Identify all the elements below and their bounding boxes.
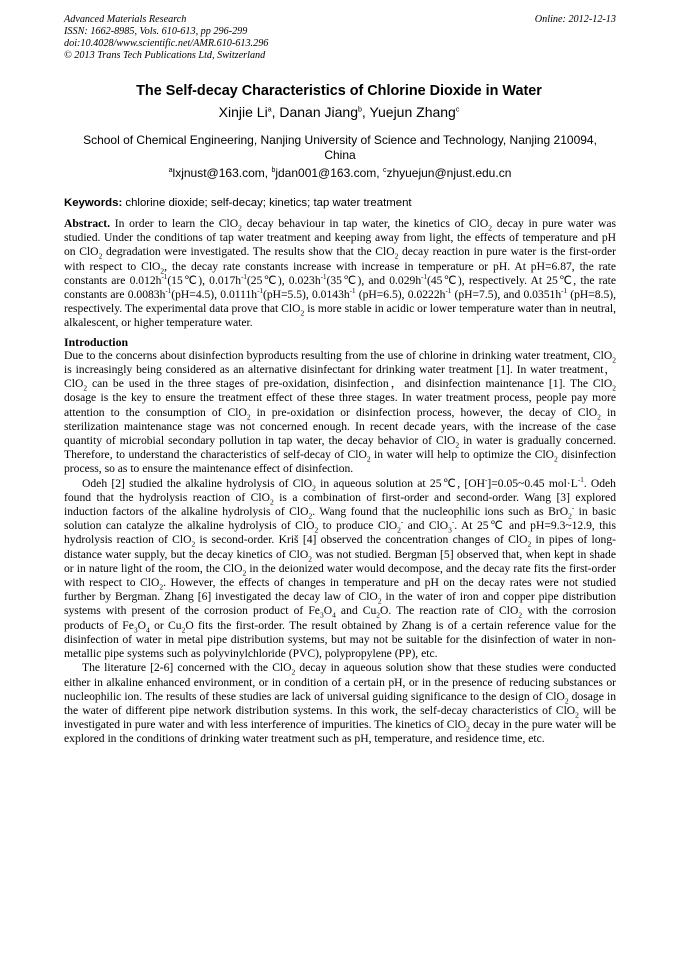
paper-title: The Self-decay Characteristics of Chlorine Dioxide in Water (136, 83, 542, 99)
email-mark: a (168, 167, 173, 174)
intro-paragraph: The literature [2-6] concerned with the ClO$_2$ decay in aqueous solution show that these studies were conducted either in alkaline enhanced environment, or in condition of a certain pH, or in the presence of reducing substances or nucleophilic ion. The results of these studies are lack of universal guiding significance to the design of ClO$_2$ dosage in the water of different pipe network distribution systems. In this work, the self-decay characteristics of ClO$_2$ will be investigated in pure water and with less interference of impurities. The kinetics of ClO$_2$ decay in the pure water will be explored in the conditions of drinking water treatment such as pH, temperature, and residence time, etc. (64, 661, 616, 746)
email-mark: c (382, 167, 387, 174)
online-date: Online: 2012-12-13 (534, 14, 616, 25)
author-mark: a (267, 106, 272, 114)
author-name: Xinjie Li (218, 104, 268, 120)
author-name: Yuejun Zhang (369, 104, 456, 120)
email-address: lxjnust@163.com (172, 166, 265, 180)
affiliation-line: School of Chemical Engineering, Nanjing University of Science and Technology, Nanjing 210094, (83, 133, 597, 147)
intro-paragraph: Odeh [2] studied the alkaline hydrolysis of ClO$_2$ in aqueous solution at 25℃, [OH-]=0.05~0.45 $mol\cdot L^{-1}$. Odeh found that the hydrolysis reaction of ClO$_2$ is a combination of first-order and second-order. Wang [3] explored induction factors of the alkaline hydrolysis of ClO$_2$. Wang found that the nucleophilic ions such as BrO$_2$- in basic solution can catalyze the alkaline hydrolysis of ClO$_2$ to produce ClO$_2$- and ClO$_3$-. At 25℃ and pH=9.3~12.9, this hydrolysis reaction of ClO$_2$ is second-order. Kriš [4] observed the concentration changes of ClO$_2$ in pipes of long-distance water supply, but the decay kinetics of ClO$_2$ was not studied. Bergman [5] observed that, when kept in shade or in nature light of the room, the ClO$_2$ in the deionized water would decompose, and the decay rate fits the first-order with respect to ClO$_2$. However, the effects of changes in temperature and pH on the decay rates were not studied further by Bergman. Zhang [6] investigated the decay law of ClO$_2$ in the water of iron and copper pipe distribution systems with present of the corrosion product of $Fe_3O_4$ and $Cu_2O$. The reaction rate of ClO$_2$ with the corrosion products of $Fe_3O_4$ or $Cu_2O$ fits the first-order. The result obtained by Zhang is of a certain reference value for the disinfection of water in metal pipe distribution systems, but may not be suitable for the disinfection of water in non-metallic pipe systems such as polyvinylchloride (PVC), polypropylene (PP), etc. (64, 475, 617, 661)
doi-line: doi:10.4028/www.scientific.net/AMR.610-613.296 (64, 38, 269, 49)
abstract (64, 217, 616, 331)
keywords-label: Keywords: (64, 197, 123, 209)
email-address: jdan001@163.com (275, 166, 377, 180)
author-list: Xinjie Li$^a$, Danan Jiang$^b$, Yuejun Zhang$^c$ (218, 104, 460, 120)
intro-paragraph: Due to the concerns about disinfection byproducts resulting from the use of chlorine in drinking water treatment, ClO$_2$ is increasingly being considered as an alternative disinfectant for drinking water treatment [1]. In water treatment，ClO$_2$ can be used in the three stages of pre-oxidation, disinfection，and disinfection maintenance [1]. The ClO$_2$ dosage is the key to ensure the treatment effect of these three stages. In water treatment process, people pay more attention to the consumption of ClO$_2$ in pre-oxidation or disinfection process, however, the decay of ClO$_2$ in sterilization maintenance stage was not concerned enough. In recent decade years, with the increase of the case quantity of microbial secondary pollution in tap water, the decay behavior of ClO$_2$ in water is gradually concerned. Therefore, to understand the characteristics of self-decay of ClO$_2$ in water will help to optimize the ClO$_2$ disinfection process, so as to ensure the maintenance effect of disinfection. (64, 348, 616, 476)
affiliation (64, 133, 616, 162)
abstract-text: In order to learn the ClO$_2$ decay behaviour in tap water, the kinetics of ClO$_2$ decay in pure water was studied. Under the conditions of tap water treatment and keeping away from light, the effects of temperature and pH on ClO$_2$ degradation were investigated. The results show that the ClO$_2$ decay reaction in pure water is the first-order with respect to ClO$_2$, the decay rate constants increase with increase in temperature or pH. At pH=6.87, the rate constants are $0.012h^{-1}(15℃)$, $0.017h^{-1}(25℃)$, $0.023h^{-1}(35℃)$, and $0.029h^{-1}(45℃)$, respectively. At 25℃, the rate constants are $0.0083h^{-1}(pH=4.5)$, $0.0111h^{-1}(pH=5.5)$, $0.0143h^{-1}$ (pH=6.5), $0.0222h^{-1}$ (pH=7.5), and $0.0351h^{-1}$ (pH=8.5), respectively. The experimental data prove that ClO$_2$ is more stable in acidic or lower temperature water than in neutral, alkalescent, or higher temperature water. (64, 217, 617, 330)
affiliation-line: China (324, 147, 356, 162)
author-mark: c (455, 106, 460, 114)
copyright-line: © 2013 Trans Tech Publications Ltd, Switzerland (64, 50, 266, 61)
email-mark: b (271, 167, 276, 174)
abstract-label: Abstract. (64, 217, 111, 230)
email-address: zhyuejun@njust.edu.cn (386, 166, 512, 180)
journal-name: Advanced Materials Research (64, 14, 187, 25)
keywords-text: chlorine dioxide; self-decay; kinetics; tap water treatment (125, 197, 412, 209)
issn-line: ISSN: 1662-8985, Vols. 610-613, pp 296-299 (64, 26, 248, 37)
section-heading-introduction: Introduction (64, 334, 129, 349)
keywords (64, 196, 616, 210)
email-list: $^a$lxjnust@163.com, $^b$jdan001@163.com, $^c$zhyuejun@njust.edu.cn (168, 166, 512, 180)
paper-body (64, 217, 616, 747)
journal-header (64, 14, 616, 62)
author-mark: b (358, 106, 362, 114)
author-name: Danan Jiang (279, 104, 358, 120)
